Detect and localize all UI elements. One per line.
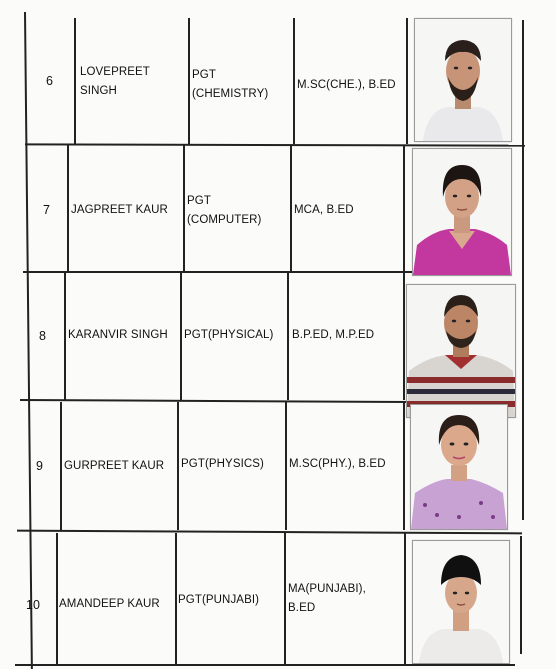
table-border-right xyxy=(522,20,524,520)
column-divider xyxy=(404,533,406,665)
teacher-name: AMANDEEP KAUR xyxy=(59,598,160,610)
column-divider xyxy=(64,272,66,400)
female-portrait-icon xyxy=(413,541,509,663)
row-divider xyxy=(23,271,413,273)
qualification: M.SC(CHE.), B.ED xyxy=(297,79,396,91)
table-border-right xyxy=(520,536,522,654)
column-divider xyxy=(188,18,190,144)
row-divider xyxy=(17,530,522,534)
serial-number: 9 xyxy=(36,459,44,473)
female-portrait-icon xyxy=(411,405,507,529)
row-divider xyxy=(15,664,515,666)
post: PGT xyxy=(192,69,216,81)
column-divider xyxy=(175,533,177,665)
teacher-photo xyxy=(406,284,516,418)
column-divider xyxy=(74,18,76,144)
serial-number: 7 xyxy=(43,203,51,217)
column-divider xyxy=(403,402,405,530)
female-portrait-icon xyxy=(413,149,511,275)
column-divider xyxy=(284,533,286,665)
column-divider xyxy=(180,272,182,400)
male-portrait-icon xyxy=(415,19,511,141)
teacher-photo xyxy=(410,404,508,530)
teacher-photo xyxy=(414,18,512,142)
qualification: MA(PUNJABI), xyxy=(288,583,366,595)
table-border-left xyxy=(24,12,33,669)
qualification: MCA, B.ED xyxy=(294,204,354,216)
row-divider xyxy=(20,399,412,403)
column-divider xyxy=(290,145,292,271)
column-divider xyxy=(60,402,62,530)
qualification: B.ED xyxy=(288,602,316,614)
teacher-name: GURPREET KAUR xyxy=(64,460,165,472)
serial-number: 6 xyxy=(46,74,54,88)
column-divider xyxy=(403,145,405,271)
teacher-photo xyxy=(412,540,510,664)
post: (COMPUTER) xyxy=(187,214,262,226)
column-divider xyxy=(293,18,295,144)
column-divider xyxy=(67,145,69,271)
column-divider xyxy=(403,272,405,400)
post: (CHEMISTRY) xyxy=(192,88,269,100)
male-portrait-icon xyxy=(407,285,515,417)
post: PGT(PHYSICAL) xyxy=(184,329,274,341)
qualification: B.P.ED, M.P.ED xyxy=(292,329,375,341)
teacher-photo xyxy=(412,148,512,276)
column-divider xyxy=(285,402,287,530)
teacher-name: LOVEPREET xyxy=(80,66,150,78)
column-divider xyxy=(56,533,58,665)
column-divider xyxy=(287,272,289,400)
post: PGT(PHYSICS) xyxy=(181,458,264,470)
column-divider xyxy=(177,402,179,530)
column-divider xyxy=(406,18,408,144)
qualification: M.SC(PHY.), B.ED xyxy=(289,458,386,470)
teacher-name: KARANVIR SINGH xyxy=(68,329,168,341)
teacher-name: JAGPREET KAUR xyxy=(71,204,168,216)
post: PGT xyxy=(187,195,211,207)
post: PGT(PUNJABI) xyxy=(178,594,260,606)
column-divider xyxy=(183,145,185,271)
row-divider xyxy=(25,143,525,146)
teacher-name: SINGH xyxy=(80,85,117,97)
serial-number: 8 xyxy=(39,329,47,343)
serial-number: 10 xyxy=(26,598,41,612)
